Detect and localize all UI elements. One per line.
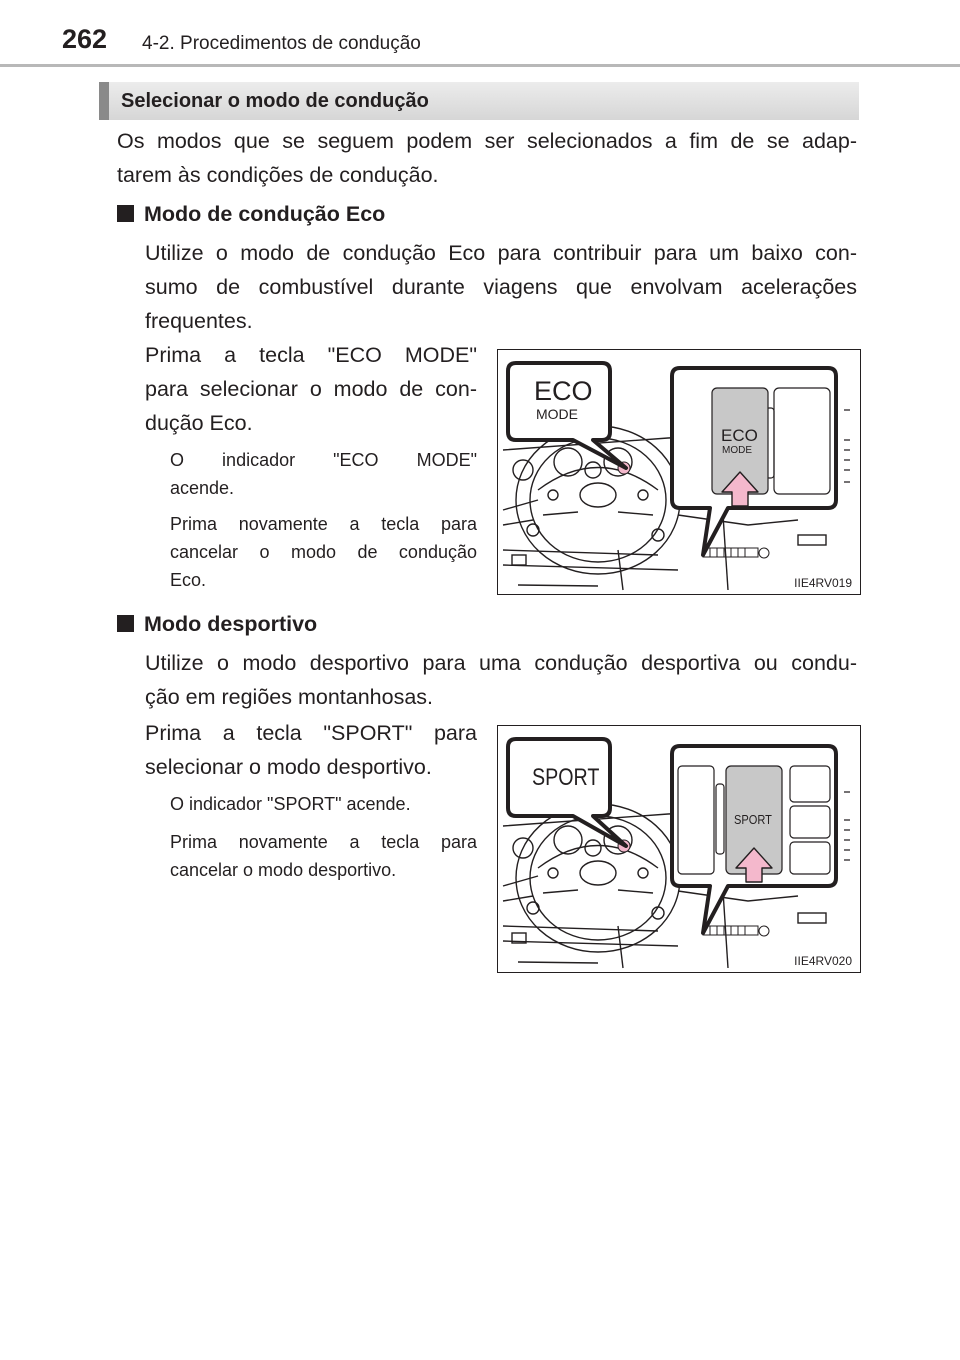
eco-note-1 [170, 446, 477, 502]
square-bullet-icon [117, 205, 134, 222]
sport-heading [117, 612, 317, 637]
eco-instr-line: Prima a tecla "ECO MODE" [145, 343, 477, 367]
section-title: Selecionar o modo de condução [121, 90, 429, 112]
eco-note-2 [170, 510, 477, 594]
header-rule [0, 64, 960, 67]
section-heading-bar [99, 82, 859, 120]
intro-paragraph [117, 124, 857, 192]
sport-callout-label: SPORT [532, 764, 600, 791]
eco-note-line: Eco. [170, 570, 207, 590]
eco-instr-line: dução Eco. [145, 411, 253, 435]
eco-note-line: cancelar o modo de condução [170, 542, 477, 562]
eco-desc-line: Utilize o modo de condução Eco para contribuir para um baixo con- [145, 241, 857, 265]
sport-description [145, 646, 857, 714]
sport-button-label: SPORT [734, 812, 772, 827]
eco-callout-label-bottom: MODE [536, 406, 578, 422]
sport-desc-line: ção em regiões montanhosas. [145, 685, 434, 709]
chapter-title: 4-2. Procedimentos de condução [142, 33, 421, 54]
square-bullet-icon [117, 615, 134, 632]
sport-instr-line: selecionar o modo desportivo. [145, 755, 432, 779]
sport-instr-line: Prima a tecla "SPORT" para [145, 721, 477, 745]
sport-mode-figure [497, 725, 861, 973]
eco-button-label-top: ECO [721, 426, 758, 445]
eco-instruction [145, 338, 477, 440]
eco-desc-line: sumo de combustível durante viagens que envolvam acelerações [145, 275, 857, 299]
eco-note-line: O indicador "ECO MODE" [170, 450, 477, 470]
eco-desc-line: frequentes. [145, 309, 253, 333]
page-number: 262 [62, 24, 108, 54]
sport-note-1 [170, 790, 477, 818]
eco-heading-text: Modo de condução Eco [144, 202, 386, 226]
eco-instr-line: para selecionar o modo de con- [145, 377, 477, 401]
figure-code: IIE4RV019 [794, 576, 852, 590]
sport-note-line: O indicador "SPORT" acende. [170, 794, 411, 814]
eco-button-label-bottom: MODE [722, 445, 752, 456]
eco-callout-label-top: ECO [534, 376, 593, 406]
eco-note-line: acende. [170, 478, 235, 498]
sport-note-line: cancelar o modo desportivo. [170, 860, 397, 880]
sport-heading-text: Modo desportivo [144, 612, 318, 636]
dashboard-illustration [498, 726, 859, 971]
sport-desc-line: Utilize o modo desportivo para uma condução desportiva ou condu- [145, 651, 857, 675]
eco-description [145, 236, 857, 338]
eco-mode-figure [497, 349, 861, 595]
sport-instruction [145, 716, 477, 784]
figure-code: IIE4RV020 [794, 954, 852, 968]
sport-note-2 [170, 828, 477, 884]
eco-heading [117, 202, 385, 227]
sport-note-line: Prima novamente a tecla para [170, 832, 477, 852]
intro-line: tarem às condições de condução. [117, 163, 439, 187]
intro-line: Os modos que se seguem podem ser selecionados a fim de se adap- [117, 129, 857, 153]
eco-note-line: Prima novamente a tecla para [170, 514, 477, 534]
